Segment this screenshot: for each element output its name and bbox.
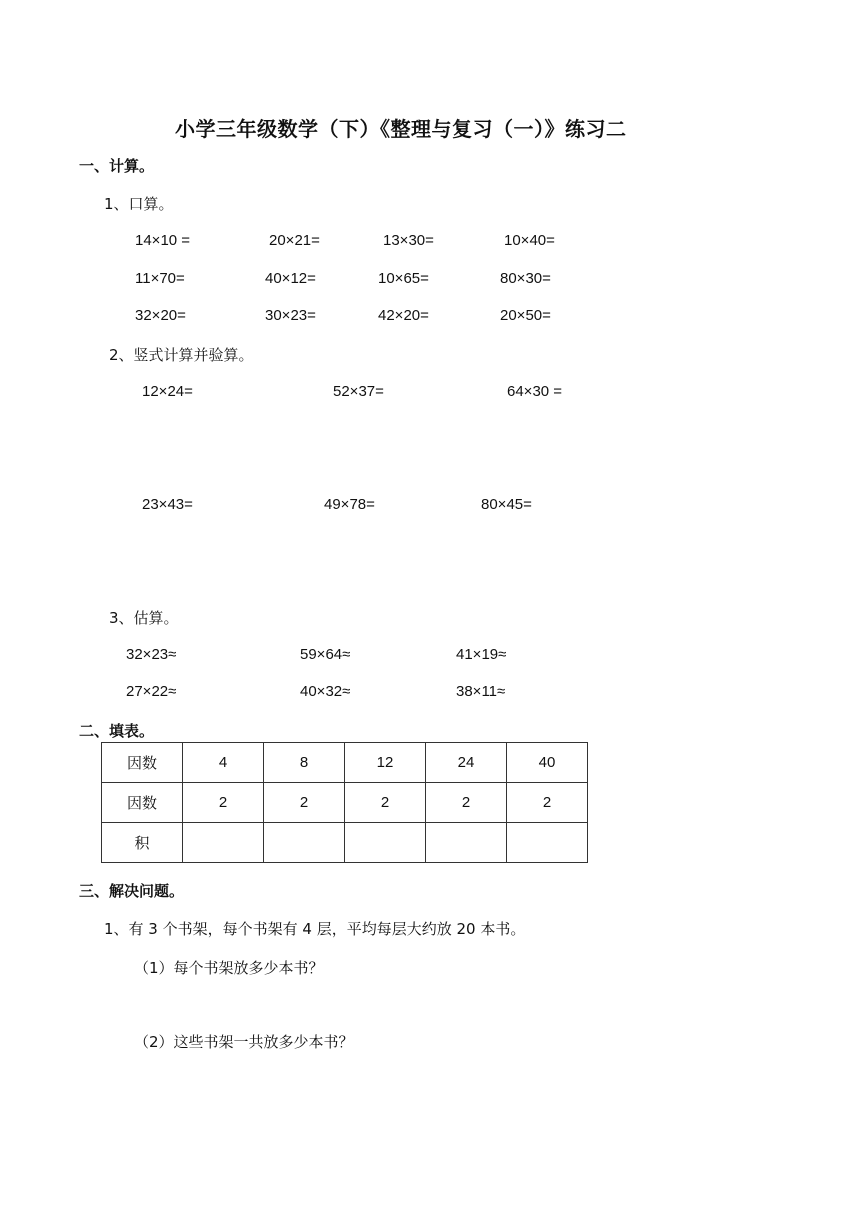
table-answer-cell <box>345 823 426 863</box>
table-cell: 40 <box>507 743 588 783</box>
vertical-calc-item: 80×45= <box>481 496 532 513</box>
table-cell: 8 <box>264 743 345 783</box>
estimate-item: 32×23≈ <box>126 646 177 663</box>
oral-calc-item: 13×30= <box>383 232 434 249</box>
oral-calc-item: 11×70= <box>135 270 185 287</box>
oral-calc-item: 10×65= <box>378 270 429 287</box>
section-3-heading: 三、解决问题。 <box>79 882 185 900</box>
part-2-label: 2、竖式计算并验算。 <box>109 346 254 364</box>
estimate-item: 59×64≈ <box>300 646 351 663</box>
estimate-item: 40×32≈ <box>300 683 351 700</box>
vertical-calc-item: 23×43= <box>142 496 193 513</box>
table-cell: 24 <box>426 743 507 783</box>
table-cell: 积 <box>102 823 183 863</box>
section-2-heading: 二、填表。 <box>79 722 155 740</box>
table-row <box>102 743 588 783</box>
vertical-calc-item: 49×78= <box>324 496 375 513</box>
page-title: 小学三年级数学（下）《整理与复习（一）》练习二 <box>175 117 627 141</box>
table-cell: 2 <box>345 783 426 823</box>
table-cell: 因数 <box>102 743 183 783</box>
table-row <box>102 823 588 863</box>
table-answer-cell <box>183 823 264 863</box>
oral-calc-item: 20×21= <box>269 232 320 249</box>
vertical-calc-item: 52×37= <box>333 383 384 400</box>
problem-1-text: 1、有 3 个书架，每个书架有 4 层，平均每层大约放 20 本书。 <box>104 920 526 938</box>
section-1-heading: 一、计算。 <box>79 157 155 175</box>
part-3-label: 3、估算。 <box>109 609 179 627</box>
oral-calc-item: 32×20= <box>135 307 186 324</box>
table-answer-cell <box>507 823 588 863</box>
estimate-item: 38×11≈ <box>456 683 506 700</box>
vertical-calc-item: 64×30 = <box>507 383 563 400</box>
table-cell: 12 <box>345 743 426 783</box>
estimate-item: 41×19≈ <box>456 646 507 663</box>
oral-calc-item: 14×10 = <box>135 232 191 249</box>
table-cell: 4 <box>183 743 264 783</box>
oral-calc-item: 40×12= <box>265 270 316 287</box>
problem-1-question-1: （1）每个书架放多少本书？ <box>134 959 324 977</box>
table-cell: 2 <box>507 783 588 823</box>
fill-table <box>101 742 588 863</box>
oral-calc-item: 30×23= <box>265 307 316 324</box>
table-cell: 2 <box>264 783 345 823</box>
oral-calc-item: 80×30= <box>500 270 551 287</box>
part-1-label: 1、口算。 <box>104 195 174 213</box>
problem-1-question-2: （2）这些书架一共放多少本书？ <box>134 1033 354 1051</box>
oral-calc-item: 42×20= <box>378 307 429 324</box>
oral-calc-item: 20×50= <box>500 307 551 324</box>
table-answer-cell <box>426 823 507 863</box>
oral-calc-item: 10×40= <box>504 232 555 249</box>
table-row <box>102 783 588 823</box>
estimate-item: 27×22≈ <box>126 683 177 700</box>
table-cell: 因数 <box>102 783 183 823</box>
vertical-calc-item: 12×24= <box>142 383 193 400</box>
table-answer-cell <box>264 823 345 863</box>
table-cell: 2 <box>183 783 264 823</box>
table-cell: 2 <box>426 783 507 823</box>
